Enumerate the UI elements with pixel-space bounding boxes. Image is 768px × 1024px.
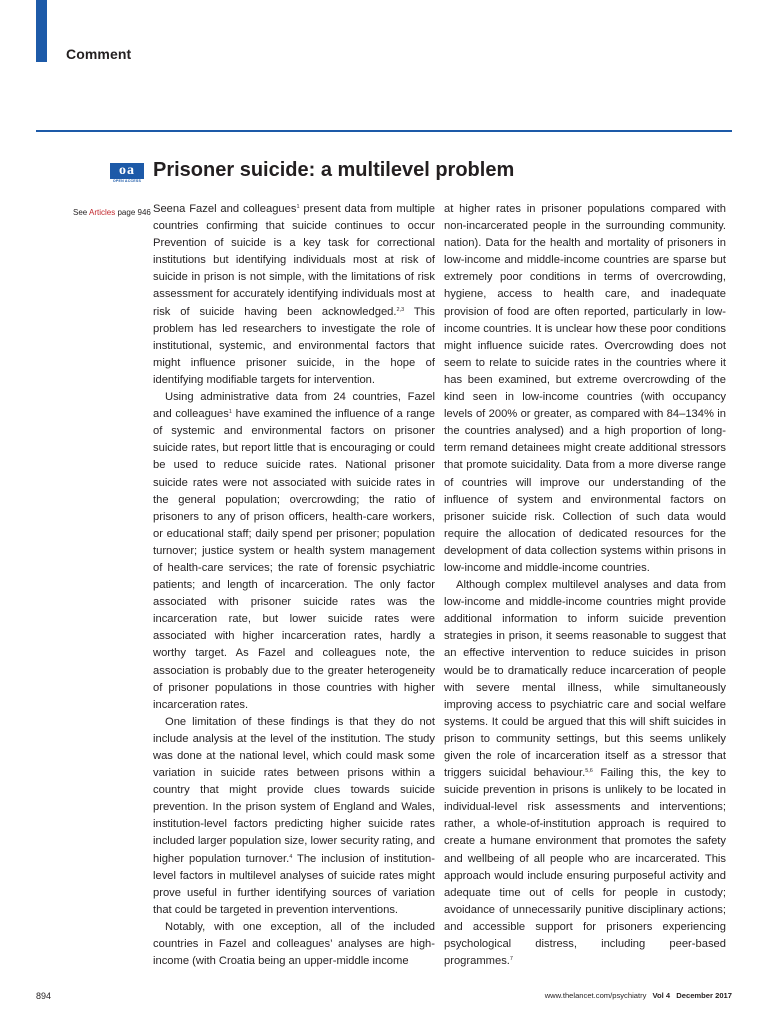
- see-articles-link[interactable]: Articles: [89, 208, 116, 217]
- article-title: Prisoner suicide: a multilevel problem: [153, 159, 515, 181]
- paragraph: Notably, with one exception, all of the included countries in Fazel and colleagues’ analyses are high-income (with Croatia being an upper-middle income: [153, 920, 435, 968]
- page-number: 894: [36, 991, 52, 1001]
- volume: Vol 4: [652, 991, 671, 1000]
- reference-mark[interactable]: 7: [509, 956, 513, 963]
- section-label: Comment: [66, 46, 132, 62]
- see-prefix: See: [73, 208, 90, 217]
- open-access-icon: [110, 163, 144, 187]
- header-accent-bar: [36, 0, 47, 62]
- reference-mark[interactable]: 1: [228, 409, 232, 416]
- text-column-right: [444, 201, 726, 970]
- paragraph: Using administrative data from 24 countries, Fazel and colleagues$^1$ have examined the influence of a range of systemic and environmental factors on prisoner suicide rates, but report little that is encouraging or could be used to reduce suicide rates. National prisoner suicide rates were not associated with suicide rates in the general population; overcrowding; the ratio of prisoners to any of prison officers, health-care workers, or educational staff; daily spend per prisoner; population turnover; justice system or health system management of health-care services; the rate of forensic psychiatric patients; and length of incarceration. The only factor associated with prisoner suicide rates was the incarceration rate, but lower suicide rates were associated with higher incarceration rates, hardly a worthy target. As Fazel and colleagues note, the association is probably due to the greater heterogeneity of prisoner populations in those countries with higher incarceration rates.: [153, 391, 436, 711]
- text-column-left: [153, 201, 435, 970]
- reference-mark[interactable]: 5,6: [585, 768, 593, 775]
- issue-date: December 2017: [676, 991, 732, 1000]
- paragraph: Although complex multilevel analyses and data from low-income and middle-income countries might provide additional information to inform suicide prevention strategies in prison, it seems reasonable to suggest that an effective intervention to reduce suicides in prison would be to dramatically reduce incarceration of people with severe mental illness, while simultaneously improving access to psychiatric care and social welfare systems. It could be argued that this will shift suicides in prison to community settings, but this seems unlikely given the role of incarceration itself as a stressor that triggers suicidal behaviour.$^{5,6}$ Failing this, the key to suicide prevention in prisons is unlikely to be located in individual-level risk assessments and interventions; rather, a whole-of-institution approach is required to create a humane environment that promotes the safety and wellbeing of all people who are incarcerated. This approach would include ensuring purposeful activity and adequate time out of cells for people in custody; avoidance of unnecessarily punitive disciplinary actions; and accessible support for prisoners experiencing psychological distress, including peer-based programmes.$^7$: [444, 579, 726, 968]
- reference-mark[interactable]: 4: [289, 853, 293, 860]
- see-also-note: [73, 208, 151, 217]
- paragraph: at higher rates in prisoner populations compared with non-incarcerated people in the surrounding community. nation). Data for the health and mortality of prisoners in low-income and middle-income countries are sparse but extremely poor conditions in terms of overcrowding, hygiene, access to health care, and inadequate provision of food are often reported, particularly in low-income countries. It is unclear how these poor conditions might influence suicide rates. Overcrowding does not seem to relate to suicide rates in the countries where it has been examined, but extreme overcrowding of the kind seen in low-income countries (with occupancy levels of 200% or greater, as compared with 84–134% in the countries analysed) and a high proportion of long-term remand detainees might create additional stressors that promote suicidality. Data from a more diverse range of countries will improve our understanding of the influence of system and environmental factors on prisoner suicide risk. Collection of such data would require the allocation of dedicated resources for the development of data collection systems within prisons in low-income and middle-income countries.: [444, 203, 726, 574]
- open-access-letters: oa: [110, 163, 144, 179]
- reference-mark[interactable]: 1: [296, 204, 300, 210]
- paragraph: Seena Fazel and colleagues$^1$ present data from multiple countries confirming that suicide continues to occur Prevention of suicide is a key task for correctional institutions but identifying individuals most at risk of suicide in prison is not simple, with the limitations of risk assessment for accurately identifying individuals most at risk of suicide having been acknowledged.$^{2,3}$ This problem has led researchers to investigate the role of institutional, systemic, and environmental factors that might influence prisoner suicide, in the hope of identifying modifiable targets for intervention.: [153, 203, 435, 386]
- footer-citation: [545, 991, 732, 1000]
- open-access-subtitle: OPEN ACCESS: [112, 179, 142, 183]
- journal-url[interactable]: www.thelancet.com/psychiatry: [544, 991, 647, 1000]
- see-suffix: page 946: [115, 208, 151, 217]
- header-rule: [36, 130, 732, 132]
- reference-mark[interactable]: 2,3: [396, 306, 405, 313]
- paragraph: One limitation of these findings is that they do not include analysis at the level of the institution. The study was done at the national level, which could mask some variation in suicide rates between prisons within a country that might provide clues towards suicide prevention. In the prison system of England and Wales, institution-level factors predicting higher suicide rates included larger population size, lower security rating, and higher population turnover.$^4$ The inclusion of institution-level factors in multilevel analyses of suicide rates might prove useful in further identifying sources of variation that could be targeted in prevention interventions.: [153, 715, 436, 916]
